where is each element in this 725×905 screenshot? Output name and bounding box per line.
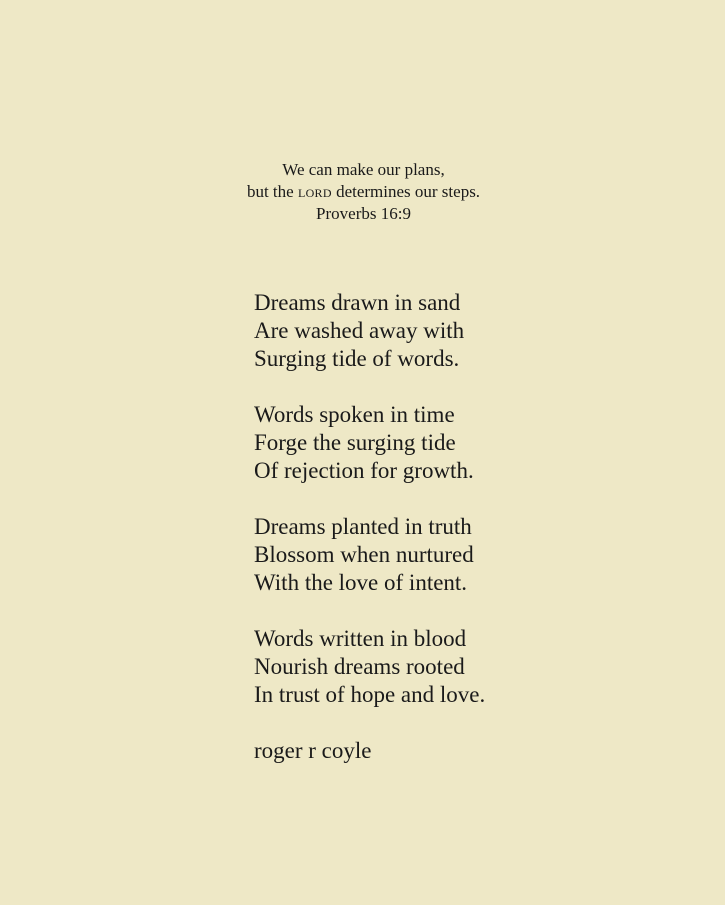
verse-line-2 (0, 181, 725, 203)
poem-line: Are washed away with (254, 318, 465, 343)
poem-line: Blossom when nurtured (254, 542, 474, 567)
poem-line: Words written in blood (254, 626, 467, 651)
poem-line: Nourish dreams rooted (254, 654, 465, 679)
stanza (254, 401, 485, 485)
stanza (254, 625, 485, 709)
poem-line: Dreams planted in truth (254, 514, 472, 539)
poem-line: Words spoken in time (254, 402, 455, 427)
poem-line: In trust of hope and love. (254, 682, 486, 707)
verse-line-2-end: determines our steps. (331, 182, 481, 201)
verse-lord: lord (297, 182, 332, 201)
poem (254, 289, 485, 737)
scripture-verse (0, 159, 725, 225)
poem-line: Surging tide of words. (254, 346, 460, 371)
stanza (254, 513, 485, 597)
poem-line: Dreams drawn in sand (254, 290, 461, 315)
poem-line: Of rejection for growth. (254, 458, 474, 483)
verse-line-1: We can make our plans, (282, 160, 445, 179)
poem-line: With the love of intent. (254, 570, 468, 595)
verse-reference: Proverbs 16:9 (316, 204, 411, 223)
poem-line: Forge the surging tide (254, 430, 456, 455)
stanza (254, 289, 485, 373)
verse-line-2-start: but the (246, 182, 298, 201)
author-name: roger r coyle (254, 738, 372, 763)
